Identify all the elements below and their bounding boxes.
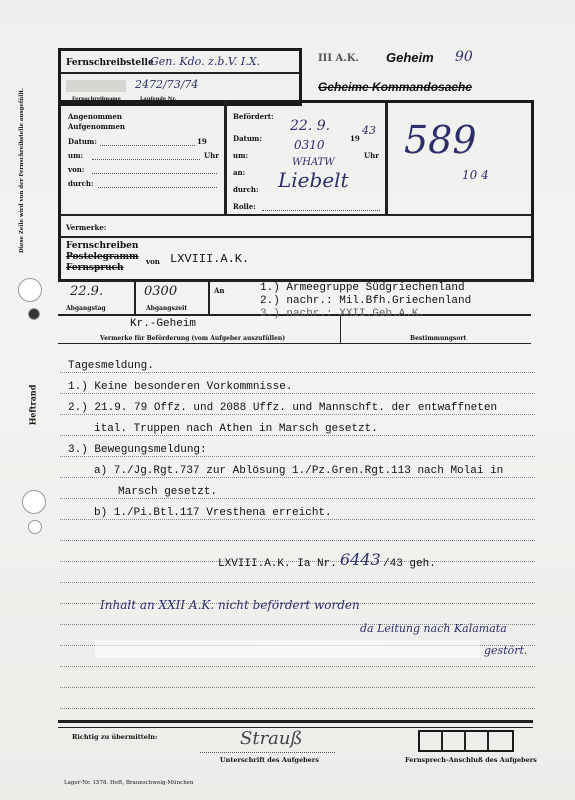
angenommen-title: Angenommen <box>68 112 122 121</box>
station-handwritten: Gen. Kdo. z.b.V. I.X. <box>150 55 261 68</box>
rule <box>60 540 535 541</box>
befoerdert-durch-value: Liebelt <box>278 168 349 192</box>
befoerdert-um-value: 0310 <box>294 138 325 152</box>
footer-double-line-1 <box>58 720 533 723</box>
rule <box>60 477 535 478</box>
dotline <box>262 210 380 211</box>
printer-note: Lager-Nr. 1578. Heft, Braunschweig-München <box>64 780 194 786</box>
signature-suffix: /43 geh. <box>383 558 436 570</box>
vertical-divider-2 <box>385 100 388 216</box>
rule <box>60 372 535 373</box>
befoerdert-um: um: <box>233 151 249 160</box>
heftrand-label: Heftrand <box>27 384 38 426</box>
signature-prefix: LXVIII.A.K. Ia Nr. <box>218 558 337 570</box>
fernsprech-label: Fernsprech-Anschluß des Aufgebers <box>405 756 537 764</box>
message-title: Tagesmeldung. <box>68 360 154 372</box>
befoerdert-an: an: <box>233 168 246 177</box>
col-laufende: Laufende Nr. <box>140 96 177 102</box>
rule <box>60 498 535 499</box>
message-line-3: ital. Truppen nach Athen in Marsch gesetzt. <box>94 423 378 435</box>
angenommen-datum: Datum: <box>68 137 97 146</box>
dotline <box>100 145 195 146</box>
message-line-2: 2.) 21.9. 79 Offz. und 2088 Uffz. und Mannschft. der entwaffneten <box>68 402 498 414</box>
classification: Kr.-Geheim <box>130 318 197 330</box>
sender-von: von <box>146 257 160 266</box>
phone-box-divider-3 <box>487 730 489 752</box>
fernschreibstelle-label: Fernschreibstelle <box>66 58 154 68</box>
addressee-3: 3.) nachr.: XXII.Geb.A.K. <box>260 308 426 320</box>
sender-line1: Fernschreiben <box>66 241 139 251</box>
angenommen-durch: durch: <box>68 179 94 188</box>
page-number: 90 <box>455 49 473 65</box>
abgangszeit-value: 0300 <box>144 284 178 299</box>
side-note: Diese Zeile wird von der Fernschreibstelle ausgefüllt. <box>19 88 25 253</box>
header-divider <box>58 72 299 74</box>
rule <box>60 393 535 394</box>
number-written: 2472/73/74 <box>135 78 199 91</box>
footer-signature: Strauß <box>240 728 303 749</box>
befoerdert-title: Befördert: <box>233 112 274 121</box>
kommandosache-label: Geheime Kommandosache <box>318 80 473 94</box>
signature-number: 6443 <box>340 550 381 569</box>
angenommen-um: um: <box>68 151 84 160</box>
befoerdert-durch: durch: <box>233 185 259 194</box>
dotline <box>92 173 217 174</box>
big-number: 589 <box>404 118 477 162</box>
befoerdert-year: 19 <box>350 134 360 143</box>
vermerke-label: Vermerke: <box>66 223 107 232</box>
redacted-code <box>66 80 126 92</box>
angenommen-von: von: <box>68 165 85 174</box>
sender-line2: Postelegramm <box>66 252 139 262</box>
vermerke-befoerderung-label: Vermerke für Beförderung (vom Aufgeber auszufüllen) <box>100 335 286 342</box>
rule <box>60 456 535 457</box>
befoerdert-datum: Datum: <box>233 134 262 143</box>
sender-unit: LXVIII.A.K. <box>170 252 250 266</box>
rule <box>60 414 535 415</box>
handwritten-note-1: Inhalt an XXII A.K. nicht befördert worden <box>100 598 360 612</box>
dotline <box>200 752 335 753</box>
horizontal-divider-vermerke <box>58 214 531 216</box>
handwritten-note-3: gestört. <box>484 644 528 657</box>
phone-box <box>418 730 514 752</box>
message-line-6: Marsch gesetzt. <box>118 486 218 498</box>
dispatch-divider-1 <box>134 280 136 315</box>
addressee-1: 1.) Armeegruppe Südgriechenland <box>260 282 465 294</box>
angenommen-year: 19 <box>197 137 207 146</box>
befoerdert-uhr: Uhr <box>364 151 379 160</box>
phone-box-divider-1 <box>441 730 443 752</box>
message-line-5: a) 7./Jg.Rgt.737 zur Ablösung 1./Pz.Gren.Rgt.113 nach Molai in <box>94 465 504 477</box>
rule <box>60 582 535 583</box>
unterschrift-label: Unterschrift des Aufgebers <box>220 756 319 764</box>
punch-hole-bottom-inner <box>28 520 42 534</box>
message-line-1: 1.) Keine besonderen Vorkommnisse. <box>68 381 293 393</box>
befoerdert-rolle: Rolle: <box>233 202 256 211</box>
punch-hole-top-inner <box>28 308 40 320</box>
message-line-7: b) 1./Pi.Btl.117 Vresthena erreicht. <box>94 507 332 519</box>
punch-hole-bottom <box>22 490 46 514</box>
addressee-2: 2.) nachr.: Mil.Bfh.Griechenland <box>260 295 472 307</box>
dispatch-divider-2 <box>208 280 210 315</box>
bestimmungsort-label: Bestimmungsort <box>410 335 467 342</box>
vertical-divider-1 <box>224 100 227 216</box>
phone-box-divider-2 <box>464 730 466 752</box>
befoerdert-an-value: WHATW <box>292 157 335 168</box>
befoerdert-datum-value: 22. 9. <box>290 118 331 134</box>
rule <box>60 708 535 709</box>
abgangszeit-label: Abgangszeit <box>146 305 188 312</box>
rule <box>60 666 535 667</box>
rule <box>60 519 535 520</box>
abgangstag-label: Abgangstag <box>66 305 106 312</box>
angenommen-uhr: Uhr <box>204 151 219 160</box>
befoerdert-year-value: 43 <box>362 124 376 137</box>
aufgenommen-title: Aufgenommen <box>68 122 125 131</box>
an-label: An <box>214 286 225 295</box>
geheim-label: Geheim <box>386 50 434 65</box>
message-line-4: 3.) Bewegungsmeldung: <box>68 444 207 456</box>
rule <box>60 435 535 436</box>
dotline <box>92 159 200 160</box>
unit-stamp: III A.K. <box>318 53 359 64</box>
sender-line3: Fernspruch <box>66 263 124 273</box>
big-sub: 10 4 <box>462 168 489 182</box>
punch-hole-top <box>18 278 42 302</box>
dispatch-bottom-line <box>58 343 531 344</box>
dotline <box>98 187 217 188</box>
abgangstag-value: 22.9. <box>70 284 104 299</box>
handwritten-note-2: da Leitung nach Kalamata <box>360 622 507 635</box>
richtig-label: Richtig zu übermitteln: <box>72 733 158 741</box>
horizontal-divider-sender <box>58 236 531 238</box>
faded-band <box>95 640 480 658</box>
col-fernschreibname: Fernschreibname <box>72 96 121 102</box>
rule <box>60 687 535 688</box>
